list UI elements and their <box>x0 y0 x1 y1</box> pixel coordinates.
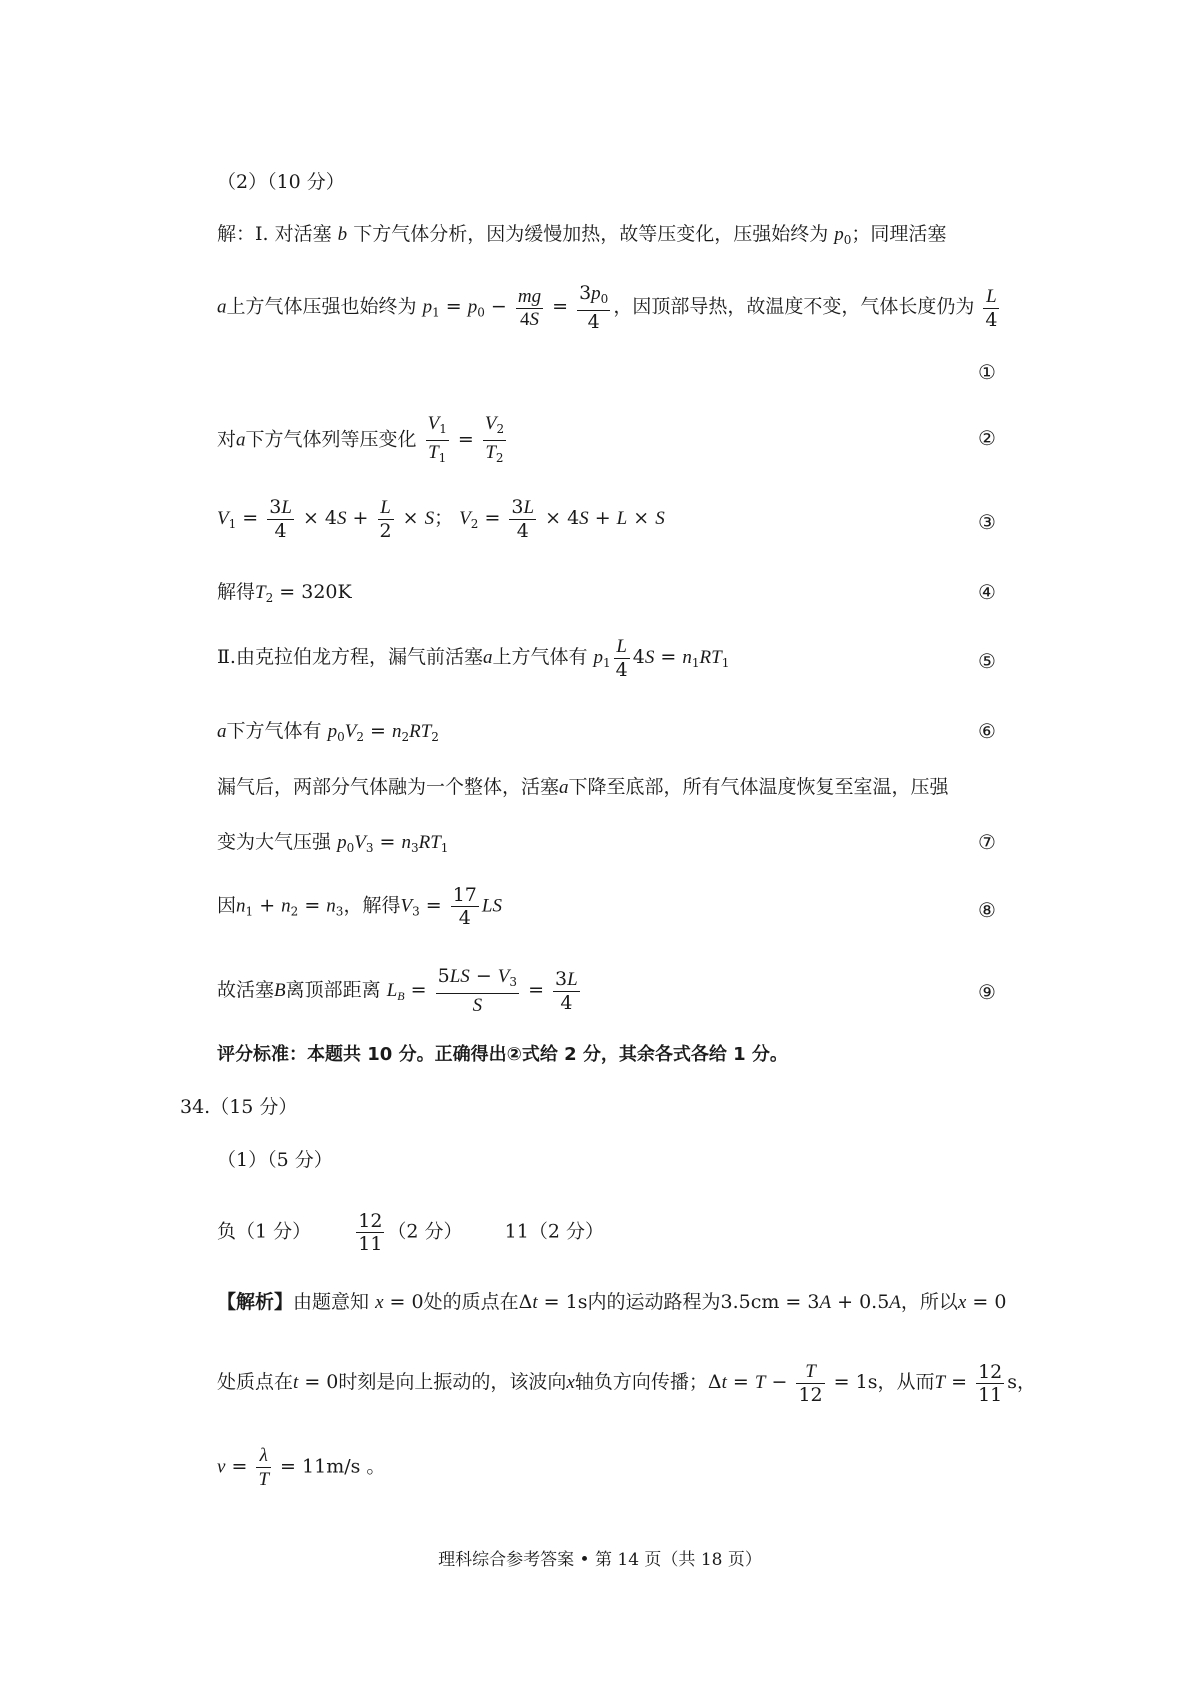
text: 上方气体压强也始终为 <box>226 295 417 318</box>
text: 处的质点在 <box>423 1291 519 1313</box>
text: 解：Ⅰ. 对活塞 <box>217 223 332 245</box>
equation-2: 对a下方气体列等压变化 $\frac{V_1}{T_1}$ = $\frac{V_2}{T_2}$ <box>217 413 505 465</box>
scoring-criteria: 评分标准：本题共 10 分。正确得出②式给 2 分，其余各式各给 1 分。 <box>217 1044 788 1065</box>
text: 因 <box>217 894 237 917</box>
text: ，解得 <box>343 894 401 917</box>
text: Ⅱ.由克拉伯龙方程，漏气前活塞 <box>217 646 483 668</box>
solution-line-7: 漏气后，两部分气体融为一个整体，活塞a下降至底部，所有气体温度恢复至室温，压强 <box>217 776 949 798</box>
text: 离顶部距离 <box>285 979 381 1001</box>
eq-mark-4: ④ <box>978 580 996 604</box>
eq-mark-1: ① <box>978 360 996 384</box>
q34-sub1: （1）（5 分） <box>217 1149 333 1171</box>
equation-8: 因$n_1 + n_2 = n_3$，解得$V_3$ = $\frac{17}{4}$ LS <box>217 884 502 929</box>
text: 对 <box>217 428 237 451</box>
page-footer: 理科综合参考答案 • 第 14 页（共 18 页） <box>438 1550 762 1570</box>
q34-answers: 负（1 分） $\frac{12}{11}$ （2 分） 11（2 分） <box>217 1210 604 1255</box>
eq-mark-8: ⑧ <box>978 898 996 922</box>
text: ，所以 <box>900 1291 958 1313</box>
text: 下方气体有 <box>226 720 322 742</box>
text: 解得 <box>217 581 256 603</box>
answer-c: 11（2 分） <box>504 1220 604 1243</box>
equation-5: Ⅱ.由克拉伯龙方程，漏气前活塞a上方气体有 $p_1$ $\frac{L}{4}$ $4S = n_1RT_1$ <box>217 636 730 681</box>
text: 处质点在 <box>217 1371 294 1393</box>
eq-mark-7: ⑦ <box>978 830 996 854</box>
text: ，因顶部导热，故温度不变，气体长度仍为 <box>613 295 975 318</box>
text: 内的运动路程为 <box>587 1291 721 1313</box>
equation-3: $V_1$ = $\frac{3L}{4}$ × 4S + $\frac{L}{2}$ × S； $V_2$ = $\frac{3L}{4}$ × 4S + L × S <box>217 496 665 542</box>
q34-heading: 34.（15 分） <box>180 1096 298 1118</box>
text: 由题意知 <box>293 1291 370 1313</box>
eq-mark-6: ⑥ <box>978 719 996 743</box>
text: ，从而 <box>877 1371 935 1393</box>
text: 轴负方向传播； <box>574 1371 708 1393</box>
solution-line-1: 解：Ⅰ. 对活塞 b 下方气体分析，因为缓慢加热，故等压变化，压强始终为 $p_0$；同理活塞 <box>217 223 947 247</box>
solution-line-2: a上方气体压强也始终为 $p_1 = p_0$ − $\frac{mg}{4S}$ = $\frac{3p_0}{4}$ ，因顶部导热，故温度不变，气体长度仍为 $\frac{L}{4}$ <box>217 282 998 333</box>
text: 下降至底部，所有气体温度恢复至室温，压强 <box>568 776 949 798</box>
text: 上方气体有 <box>492 646 588 668</box>
text: 下方气体列等压变化 <box>245 428 417 451</box>
explanation-line-3: v = $\frac{\lambda}{T}$ = 11m/s 。 <box>217 1445 386 1490</box>
explanation-line-1: 【解析】由题意知 x = 0处的质点在Δt = 1s内的运动路程为3.5cm = 3A + 0.5A，所以x = 0 <box>217 1291 1007 1313</box>
text: 漏气后，两部分气体融为一个整体，活塞 <box>217 776 560 798</box>
text: 时刻是向上振动的，该波向 <box>338 1371 567 1393</box>
equation-9: 故活塞B离顶部距离 $L_B$ = $\frac{5LS - V_3}{S}$ = $\frac{3L}{4}$ <box>217 965 578 1016</box>
text: 。 <box>366 1455 386 1478</box>
eq-mark-2: ② <box>978 426 996 450</box>
equation-6: a下方气体有 $p_0V_2 = n_2RT_2$ <box>217 720 439 744</box>
answer-a: 负（1 分） <box>217 1220 312 1243</box>
value: = 320K <box>279 581 352 603</box>
text: ；同理活塞 <box>851 223 947 245</box>
eq-mark-3: ③ <box>978 510 996 534</box>
text: 变为大气压强 <box>217 831 332 853</box>
equation-7: 变为大气压强 $p_0V_3 = n_3RT_1$ <box>217 831 449 855</box>
explanation-label: 【解析】 <box>217 1291 294 1313</box>
explanation-line-2: 处质点在t = 0时刻是向上振动的，该波向x轴负方向传播；Δt = T − $\frac{T}{12}$ = 1s，从而T = $\frac{12}{11}$ s， <box>217 1360 1037 1406</box>
eq-mark-9: ⑨ <box>978 980 996 1004</box>
eq-mark-5: ⑤ <box>978 649 996 673</box>
text: 下方气体分析，因为缓慢加热，故等压变化，压强始终为 <box>353 223 829 245</box>
answer-b-points: （2 分） <box>387 1220 463 1243</box>
equation-4: 解得$T_2 = 320K$ <box>217 581 352 605</box>
text: 故活塞 <box>217 979 275 1001</box>
part2-heading: （2）（10 分） <box>217 171 345 193</box>
